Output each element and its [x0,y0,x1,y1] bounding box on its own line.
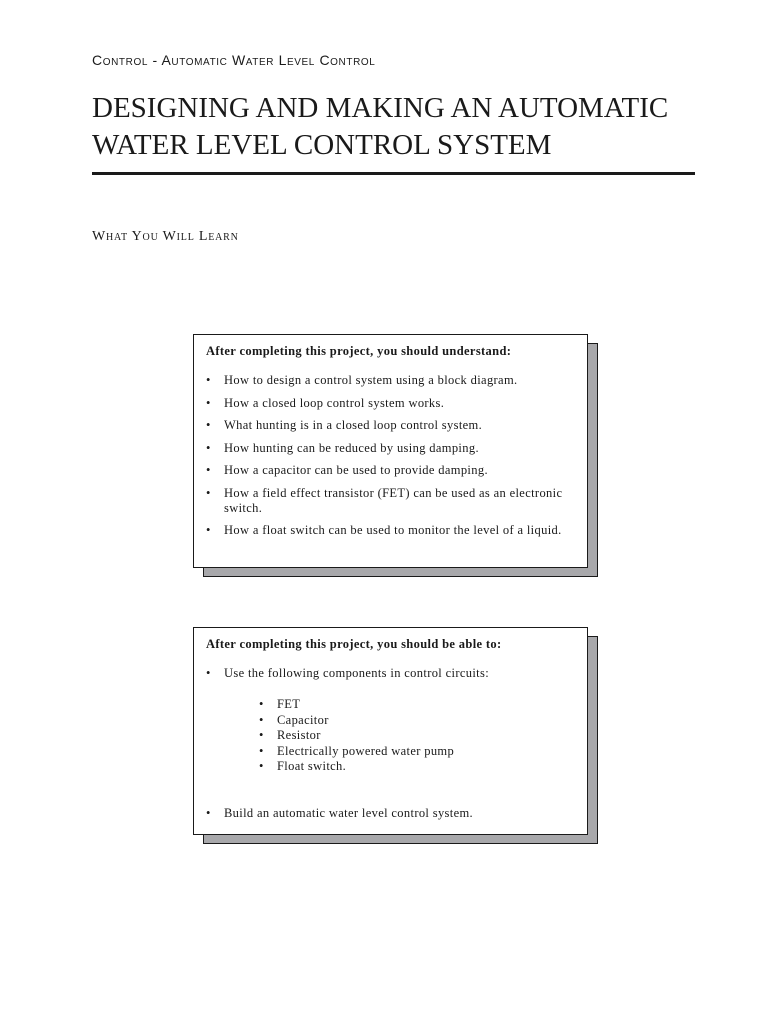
component-item: • FET [259,697,575,713]
able-box-panel [193,627,588,835]
understand-box [193,334,588,568]
able-box-heading: After completing this project, you should be able to: [206,637,502,651]
list-item: • How to design a control system using a block diagram. [206,373,575,388]
page-title-line-2: WATER LEVEL CONTROL SYSTEM [92,129,552,161]
able-box [193,627,588,835]
list-item: • How a float switch can be used to monitor the level of a liquid. [206,523,575,538]
list-item: • Build an automatic water level control system. [206,806,575,821]
component-item: • Electrically powered water pump [259,744,575,760]
title-rule [92,172,695,175]
able-list [206,666,575,821]
list-item: • How hunting can be reduced by using damping. [206,441,575,456]
list-item: • How a capacitor can be used to provide damping. [206,463,575,478]
section-heading: What You Will Learn [92,229,239,244]
list-item: • What hunting is in a closed loop control system. [206,418,575,433]
component-item: • Resistor [259,728,575,744]
list-item: • How a closed loop control system works. [206,396,575,411]
running-head: Control - Automatic Water Level Control [92,52,376,68]
components-list [259,697,575,775]
understand-box-heading: After completing this project, you should understand: [206,344,512,358]
list-item [206,666,575,775]
component-item: • Capacitor [259,713,575,729]
understand-list [206,373,575,538]
component-item: • Float switch. [259,759,575,775]
understand-box-panel [193,334,588,568]
list-item: • How a field effect transistor (FET) can be used as an electronic switch. [206,486,575,516]
page-title [92,90,692,164]
page-title-line-1: DESIGNING AND MAKING AN AUTOMATIC [92,92,669,124]
use-components-text: Use the following components in control circuits: [224,666,490,680]
